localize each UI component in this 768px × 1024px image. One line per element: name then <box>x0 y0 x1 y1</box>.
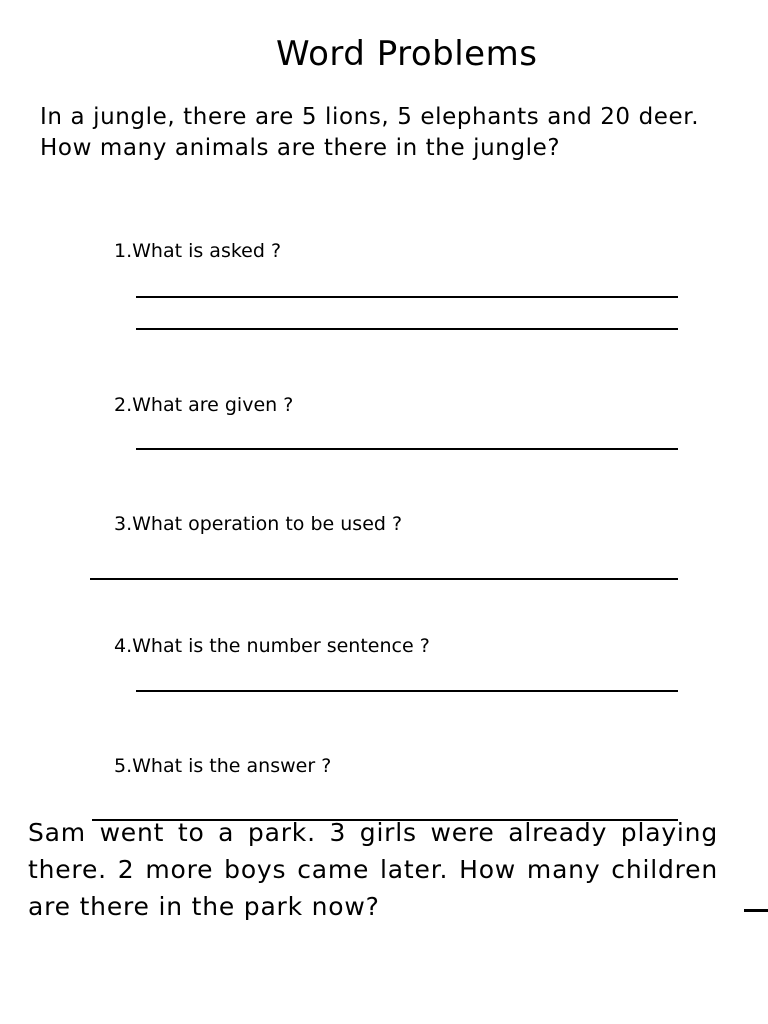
answer-line-asked-1 <box>136 296 678 298</box>
answer-line-operation <box>90 578 678 580</box>
partial-answer-line <box>744 909 768 912</box>
answer-line-given <box>136 448 678 450</box>
worksheet-title: Word Problems <box>276 34 538 74</box>
word-problem-2: Sam went to a park. 3 girls were already playing there. 2 more boys came later. How many children are there in the park now? <box>28 818 718 921</box>
question-what-is-asked: 1.What is asked ? <box>114 240 282 262</box>
question-what-are-given: 2.What are given ? <box>114 394 294 416</box>
answer-line-asked-2 <box>136 328 678 330</box>
answer-line-number-sentence <box>136 690 678 692</box>
question-answer: 5.What is the answer ? <box>114 755 332 777</box>
question-operation: 3.What operation to be used ? <box>114 513 403 535</box>
word-problem-1: In a jungle, there are 5 lions, 5 elephants and 20 deer. How many animals are there in the jungle? <box>40 104 700 161</box>
question-number-sentence: 4.What is the number sentence ? <box>114 635 430 657</box>
